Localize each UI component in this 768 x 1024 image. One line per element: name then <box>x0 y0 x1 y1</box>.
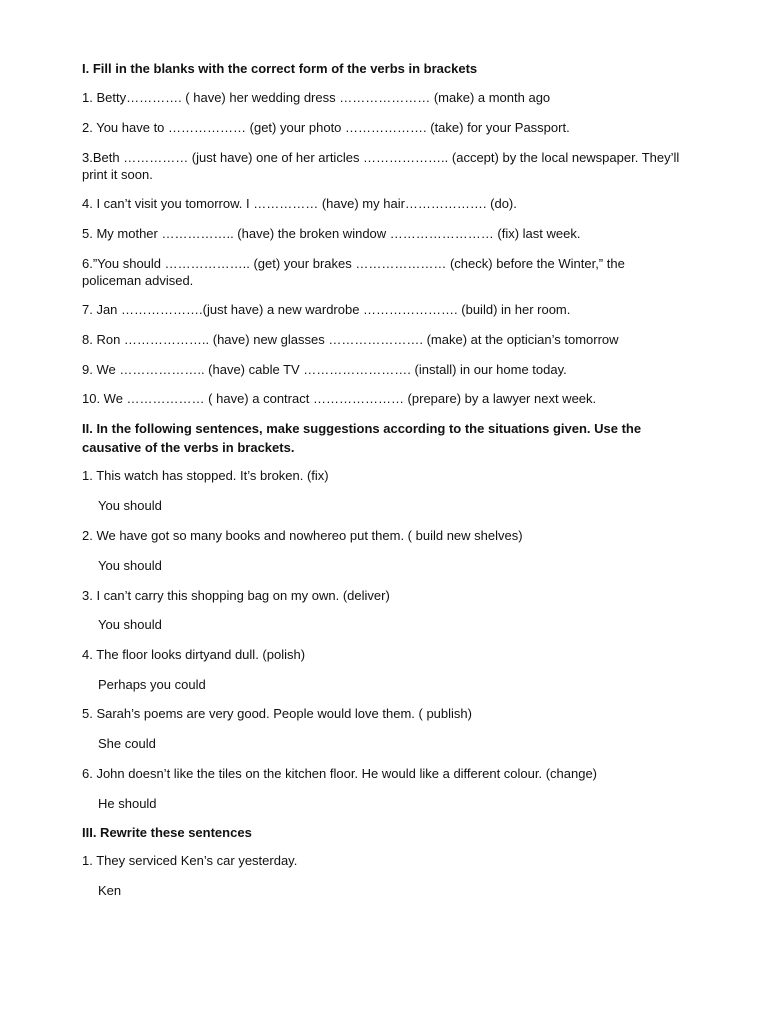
exercise-2-prompt-3: 3. I can’t carry this shopping bag on my own. (deliver) <box>82 588 390 603</box>
exercise-1-item-8: 8. Ron ……………….. (have) new glasses …………………. (make) at the optician’s tomorrow <box>82 332 619 347</box>
exercise-2-starter-6: He should <box>98 796 157 811</box>
exercise-2-starter-1: You should <box>98 498 162 513</box>
section-1-heading: I. Fill in the blanks with the correct form of the verbs in brackets <box>82 61 478 76</box>
exercise-3-prompt-1: 1. They serviced Ken’s car yesterday. <box>82 853 298 868</box>
exercise-2-starter-3: You should <box>98 617 162 632</box>
exercise-2-prompt-6: 6. John doesn’t like the tiles on the kitchen floor. He would like a different colour. (change) <box>82 766 598 781</box>
exercise-1-item-1: 1. Betty…………. ( have) her wedding dress ………………… (make) a month ago <box>82 90 551 105</box>
exercise-2-prompt-5: 5. Sarah’s poems are very good. People would love them. ( publish) <box>82 706 472 721</box>
exercise-2-prompt-4: 4. The floor looks dirtyand dull. (polish) <box>82 647 306 662</box>
exercise-1-item-9: 9. We ……………….. (have) cable TV ……………………. (install) in our home today. <box>82 362 567 377</box>
exercise-1-item-4: 4. I can’t visit you tomorrow. I …………… (have) my hair………………. (do). <box>82 196 517 211</box>
exercise-1-item-3: 3.Beth …………… (just have) one of her articles ……………….. (accept) by the local newspaper. They’ll print it soon. <box>82 150 680 182</box>
exercise-3-starter-1: Ken <box>98 883 122 898</box>
exercise-2-starter-2: You should <box>98 558 162 573</box>
exercise-2-starter-5: She could <box>98 736 156 751</box>
exercise-1-item-5: 5. My mother …………….. (have) the broken window …………………… (fix) last week. <box>82 226 581 241</box>
exercise-2-starter-4: Perhaps you could <box>98 677 206 692</box>
section-2-heading: II. In the following sentences, make suggestions according to the situations given. Use the causative of the verbs in brackets. <box>82 421 642 455</box>
exercise-1-item-10: 10. We ……………… ( have) a contract ………………… (prepare) by a lawyer next week. <box>82 391 597 406</box>
exercise-1-item-7: 7. Jan ……………….(just have) a new wardrobe …………………. (build) in her room. <box>82 302 571 317</box>
exercise-2-prompt-1: 1. This watch has stopped. It’s broken. (fix) <box>82 468 329 483</box>
section-3-heading: III. Rewrite these sentences <box>82 825 252 840</box>
worksheet <box>82 59 682 899</box>
exercise-1-item-6: 6.”You should ……………….. (get) your brakes ………………… (check) before the Winter,” the policeman advised. <box>82 256 625 288</box>
exercise-2-prompt-2: 2. We have got so many books and nowhereo put them. ( build new shelves) <box>82 528 523 543</box>
exercise-1-item-2: 2. You have to ……………… (get) your photo ………………. (take) for your Passport. <box>82 120 570 135</box>
